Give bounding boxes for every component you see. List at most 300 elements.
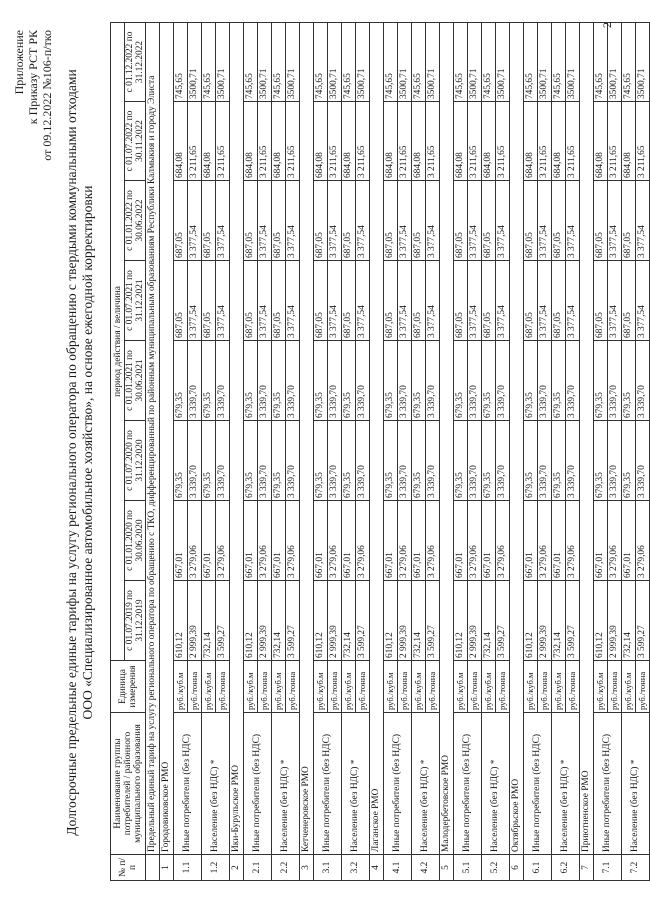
tariff-value: 687,05: [454, 181, 468, 261]
table-row: [594, 22, 608, 880]
tariff-value: 3 279,06: [286, 501, 300, 581]
consumer-group: Иные потребители (без НДС): [524, 713, 552, 855]
tariff-value: 3 279,06: [496, 501, 510, 581]
tariff-value: 3500,71: [468, 22, 482, 101]
period-header: с 01.07.2022 по 30.11.2022: [125, 102, 146, 181]
tariff-value: 3 599,27: [566, 581, 580, 661]
tariff-value: 3 339,70: [188, 421, 202, 501]
tariff-value: 3 377,54: [328, 181, 342, 261]
tariff-value: 3 211,65: [188, 102, 202, 181]
tariff-value: 679,35: [202, 341, 216, 421]
tariff-value: 3 377,54: [356, 181, 370, 261]
tariff-value: 732,14: [272, 581, 286, 661]
district-row: [300, 22, 314, 880]
row-num: 6.2: [552, 855, 580, 881]
tariff-value: 3 599,27: [496, 581, 510, 661]
unit-cell: руб./тонна: [398, 661, 412, 713]
tariff-value: 667,01: [174, 501, 188, 581]
district-name: Лаганское РМО: [370, 22, 384, 854]
tariff-value: 3 339,70: [566, 421, 580, 501]
consumer-group: Иные потребители (без НДС): [454, 713, 482, 855]
tariff-value: 684,08: [244, 102, 258, 181]
tariff-value: 2 999,39: [328, 581, 342, 661]
tariff-value: 3 339,70: [328, 341, 342, 421]
unit-cell: руб./куб.м: [342, 661, 356, 713]
tariff-value: 3 377,54: [538, 261, 552, 341]
tariff-value: 3 279,06: [216, 501, 230, 581]
tariff-value: 679,35: [272, 421, 286, 501]
tariff-value: 679,35: [174, 421, 188, 501]
tariff-value: 679,35: [594, 421, 608, 501]
tariff-value: 3 377,54: [608, 181, 622, 261]
district-num: 1: [160, 855, 174, 881]
table-row: [272, 22, 286, 880]
tariff-value: 684,08: [552, 102, 566, 181]
tariff-value: 687,05: [314, 261, 328, 341]
tariff-value: 3 211,65: [468, 102, 482, 181]
tariff-value: 679,35: [622, 341, 636, 421]
unit-cell: руб./тонна: [496, 661, 510, 713]
tariff-value: 3 339,70: [426, 421, 440, 501]
tariff-value: 3 211,65: [636, 102, 650, 181]
row-num: 1.1: [174, 855, 202, 881]
tariff-value: 3 377,54: [496, 261, 510, 341]
tariff-value: 3 339,70: [636, 421, 650, 501]
tariff-value: 687,05: [174, 181, 188, 261]
row-num: 7.2: [622, 855, 650, 881]
tariff-value: 3 279,06: [188, 501, 202, 581]
district-name: Городовиковское РМО: [160, 22, 174, 854]
tariff-value: 667,01: [622, 501, 636, 581]
tariff-value: 3 377,54: [328, 261, 342, 341]
row-num: 2.2: [272, 855, 300, 881]
tariff-value: 3500,71: [286, 22, 300, 101]
tariff-value: 667,01: [524, 501, 538, 581]
tariff-value: 679,35: [384, 421, 398, 501]
tariff-value: 3 339,70: [608, 421, 622, 501]
tariff-value: 3500,71: [426, 22, 440, 101]
tariff-value: 3 211,65: [286, 102, 300, 181]
tariff-value: 3500,71: [188, 22, 202, 101]
tariff-value: 3 339,70: [538, 421, 552, 501]
tariff-value: 684,08: [524, 102, 538, 181]
tariff-value: 667,01: [454, 501, 468, 581]
unit-cell: руб./куб.м: [594, 661, 608, 713]
period-header: с 01.07.2019 по 31.12.2019: [125, 581, 146, 661]
unit-cell: руб./тонна: [286, 661, 300, 713]
table-row: [482, 22, 496, 880]
tariff-value: 3500,71: [608, 22, 622, 101]
tariff-value: 684,08: [202, 102, 216, 181]
tariff-value: 3 599,27: [286, 581, 300, 661]
unit-cell: руб./куб.м: [412, 661, 426, 713]
tariff-value: 687,05: [482, 261, 496, 341]
tariff-value: 3 377,54: [188, 261, 202, 341]
tariff-value: 3 377,54: [468, 261, 482, 341]
tariff-value: 667,01: [244, 501, 258, 581]
tariff-value: 679,35: [594, 341, 608, 421]
tariff-value: 667,01: [594, 501, 608, 581]
unit-cell: руб./тонна: [636, 661, 650, 713]
tariff-value: 3 279,06: [328, 501, 342, 581]
tariff-value: 732,14: [552, 581, 566, 661]
tariff-value: 745,65: [594, 22, 608, 101]
tariff-value: 2 999,39: [398, 581, 412, 661]
tariff-value: 684,08: [454, 102, 468, 181]
tariff-value: 610,12: [174, 581, 188, 661]
tariff-value: 3 377,54: [398, 261, 412, 341]
tariff-value: 2 999,39: [468, 581, 482, 661]
tariff-value: 3 599,27: [356, 581, 370, 661]
unit-cell: руб./тонна: [356, 661, 370, 713]
tariff-value: 3 377,54: [188, 181, 202, 261]
unit-cell: руб./куб.м: [314, 661, 328, 713]
tariff-value: 3 211,65: [356, 102, 370, 181]
unit-cell: руб./куб.м: [622, 661, 636, 713]
tariff-value: 679,35: [314, 421, 328, 501]
tariff-value: 3 339,70: [566, 341, 580, 421]
tariff-value: 679,35: [524, 341, 538, 421]
district-row: [440, 22, 454, 880]
row-num: 2.1: [244, 855, 272, 881]
tariff-value: 679,35: [454, 421, 468, 501]
unit-cell: руб./куб.м: [174, 661, 188, 713]
tariff-value: 684,08: [594, 102, 608, 181]
tariff-value: 667,01: [412, 501, 426, 581]
row-num: 1.2: [202, 855, 230, 881]
tariff-value: 667,01: [314, 501, 328, 581]
tariff-value: 3 211,65: [538, 102, 552, 181]
tariff-value: 3 279,06: [356, 501, 370, 581]
tariff-value: 610,12: [594, 581, 608, 661]
unit-cell: руб./куб.м: [454, 661, 468, 713]
tariff-value: 684,08: [384, 102, 398, 181]
unit-cell: руб./тонна: [566, 661, 580, 713]
district-num: 3: [300, 855, 314, 881]
tariff-value: 687,05: [342, 261, 356, 341]
section-num-cell: [146, 855, 160, 881]
tariff-value: 3 211,65: [566, 102, 580, 181]
col-period-header: период действия / величина: [111, 22, 125, 660]
tariff-value: 3 339,70: [258, 341, 272, 421]
tariff-value: 3 279,06: [538, 501, 552, 581]
tariff-value: 687,05: [524, 181, 538, 261]
unit-cell: руб./тонна: [328, 661, 342, 713]
document-title: [64, 40, 96, 865]
table-row: [622, 22, 636, 880]
tariff-value: 3 377,54: [566, 181, 580, 261]
tariff-value: 687,05: [552, 261, 566, 341]
consumer-group: Иные потребители (без НДС): [594, 713, 622, 855]
tariff-value: 3 377,54: [356, 261, 370, 341]
tariff-value: 684,08: [174, 102, 188, 181]
table-row: [244, 22, 258, 880]
tariff-value: 667,01: [342, 501, 356, 581]
tariff-value: 687,05: [272, 261, 286, 341]
consumer-group: Население (без НДС) *: [342, 713, 370, 855]
tariff-value: 667,01: [272, 501, 286, 581]
tariff-value: 3 339,70: [496, 421, 510, 501]
tariff-value: 610,12: [384, 581, 398, 661]
table-row: [552, 22, 566, 880]
tariff-value: 732,14: [342, 581, 356, 661]
table-row: [384, 22, 398, 880]
tariff-value: 3 279,06: [468, 501, 482, 581]
row-num: 3.2: [342, 855, 370, 881]
title-line-1: Долгосрочные предельные единые тарифы на услугу регионального оператора по обращению с твердыми коммунальными отходами: [64, 69, 79, 836]
consumer-group: Иные потребители (без НДС): [174, 713, 202, 855]
tariff-value: 3 377,54: [608, 261, 622, 341]
unit-cell: руб./тонна: [608, 661, 622, 713]
tariff-value: 687,05: [552, 181, 566, 261]
tariff-value: 3 339,70: [398, 421, 412, 501]
tariff-value: 667,01: [482, 501, 496, 581]
tariff-value: 679,35: [482, 421, 496, 501]
tariff-value: 745,65: [272, 22, 286, 101]
consumer-group: Иные потребители (без НДС): [314, 713, 342, 855]
table-row: [314, 22, 328, 880]
tariff-value: 3 339,70: [398, 341, 412, 421]
tariff-value: 3500,71: [328, 22, 342, 101]
tariff-value: 3 279,06: [398, 501, 412, 581]
district-name: Ики-Бурульское РМО: [230, 22, 244, 854]
tariff-value: 687,05: [384, 181, 398, 261]
tariff-value: 610,12: [454, 581, 468, 661]
period-header: с 01.01.2022 по 30.06.2022: [125, 181, 146, 261]
tariff-value: 3 211,65: [608, 102, 622, 181]
unit-cell: руб./куб.м: [202, 661, 216, 713]
tariff-value: 745,65: [622, 22, 636, 101]
tariff-value: 679,35: [272, 341, 286, 421]
district-name: Кетченеровское РМО: [300, 22, 314, 854]
district-name: Октябрьское РМО: [510, 22, 524, 854]
tariff-value: 687,05: [384, 261, 398, 341]
district-row: [580, 22, 594, 880]
district-num: 5: [440, 855, 454, 881]
tariff-value: 3 339,70: [468, 341, 482, 421]
row-num: 5.2: [482, 855, 510, 881]
tariff-value: 687,05: [202, 261, 216, 341]
tariff-value: 684,08: [622, 102, 636, 181]
tariff-value: 745,65: [342, 22, 356, 101]
tariff-value: 679,35: [622, 421, 636, 501]
tariff-value: 687,05: [454, 261, 468, 341]
table-row: [454, 22, 468, 880]
tariff-value: 3 339,70: [636, 341, 650, 421]
tariff-value: 3500,71: [258, 22, 272, 101]
tariff-value: 3 211,65: [426, 102, 440, 181]
tariff-value: 3 279,06: [566, 501, 580, 581]
col-num-header: № п/п: [111, 855, 146, 881]
tariff-value: 745,65: [174, 22, 188, 101]
tariff-value: 745,65: [384, 22, 398, 101]
unit-cell: руб./тонна: [468, 661, 482, 713]
tariff-value: 3 339,70: [538, 341, 552, 421]
district-num: 7: [580, 855, 594, 881]
consumer-group: Население (без НДС) *: [202, 713, 230, 855]
unit-cell: руб./куб.м: [272, 661, 286, 713]
tariff-value: 687,05: [202, 181, 216, 261]
tariff-value: 3 339,70: [286, 421, 300, 501]
unit-cell: руб./тонна: [188, 661, 202, 713]
consumer-group: Население (без НДС) *: [412, 713, 440, 855]
tariff-value: 684,08: [314, 102, 328, 181]
col-name-header: Наименование группы потребителей / районного муниципального образования: [111, 713, 146, 855]
tariff-value: 684,08: [342, 102, 356, 181]
col-unit-header: Единица измерения: [111, 661, 146, 713]
tariff-value: 3 339,70: [216, 421, 230, 501]
table-header-row: [111, 22, 125, 880]
tariff-value: 745,65: [552, 22, 566, 101]
table-row: [412, 22, 426, 880]
tariff-value: 3 599,27: [636, 581, 650, 661]
tariff-value: 3 339,70: [258, 421, 272, 501]
tariff-value: 610,12: [314, 581, 328, 661]
tariff-value: 667,01: [202, 501, 216, 581]
tariff-value: 745,65: [412, 22, 426, 101]
tariff-value: 3 377,54: [636, 261, 650, 341]
tariff-value: 687,05: [314, 181, 328, 261]
tariff-value: 3 599,27: [426, 581, 440, 661]
tariff-value: 610,12: [524, 581, 538, 661]
row-num: 6.1: [524, 855, 552, 881]
tariff-value: 679,35: [552, 421, 566, 501]
tariff-value: 3 377,54: [426, 181, 440, 261]
tariff-value: 687,05: [622, 261, 636, 341]
row-num: 7.1: [594, 855, 622, 881]
tariff-value: 687,05: [412, 261, 426, 341]
tariff-value: 3 339,70: [426, 341, 440, 421]
tariff-value: 3 377,54: [258, 181, 272, 261]
appendix-header: [12, 30, 54, 161]
tariff-value: 2 999,39: [538, 581, 552, 661]
tariff-value: 667,01: [384, 501, 398, 581]
district-num: 4: [370, 855, 384, 881]
tariff-value: 745,65: [454, 22, 468, 101]
district-row: [160, 22, 174, 880]
tariff-value: 3 339,70: [468, 421, 482, 501]
tariff-value: 3 279,06: [426, 501, 440, 581]
consumer-group: Население (без НДС) *: [482, 713, 510, 855]
tariff-value: 3 377,54: [426, 261, 440, 341]
tariff-value: 3 377,54: [216, 261, 230, 341]
tariff-value: 679,35: [244, 421, 258, 501]
tariff-value: 3 377,54: [538, 181, 552, 261]
unit-cell: руб./куб.м: [524, 661, 538, 713]
tariff-value: 3 339,70: [356, 341, 370, 421]
tariff-value: 3 377,54: [258, 261, 272, 341]
tariff-value: 684,08: [412, 102, 426, 181]
unit-cell: руб./тонна: [538, 661, 552, 713]
unit-cell: руб./тонна: [426, 661, 440, 713]
tariff-value: 687,05: [412, 181, 426, 261]
district-row: [510, 22, 524, 880]
tariff-table: [110, 22, 650, 881]
tariff-value: 687,05: [244, 181, 258, 261]
tariff-value: 3 339,70: [608, 341, 622, 421]
tariff-value: 3500,71: [566, 22, 580, 101]
tariff-value: 3 377,54: [398, 181, 412, 261]
title-line-2: ООО «Специализированное автомобильное хозяйство», на основе ежегодной корректировки: [80, 185, 95, 720]
period-header: с 01.01.2021 по 30.06.2021: [125, 341, 146, 421]
tariff-value: 687,05: [174, 261, 188, 341]
tariff-value: 3 211,65: [216, 102, 230, 181]
tariff-value: 687,05: [482, 181, 496, 261]
appendix-label: Приложение: [12, 30, 26, 95]
tariff-value: 3 599,27: [216, 581, 230, 661]
row-num: 3.1: [314, 855, 342, 881]
unit-cell: руб./куб.м: [244, 661, 258, 713]
tariff-value: 3500,71: [356, 22, 370, 101]
tariff-value: 745,65: [244, 22, 258, 101]
order-reference: к Приказу РСТ РК: [26, 30, 40, 125]
tariff-value: 687,05: [594, 181, 608, 261]
period-header: с 01.07.2021 по 31.12.2021: [125, 261, 146, 341]
period-header: с 01.01.2020 по 30.06.2020: [125, 501, 146, 581]
tariff-value: 732,14: [622, 581, 636, 661]
tariff-value: 3500,71: [398, 22, 412, 101]
tariff-value: 687,05: [622, 181, 636, 261]
section-title-row: [146, 22, 160, 880]
tariff-value: 679,35: [244, 341, 258, 421]
tariff-value: 3 377,54: [566, 261, 580, 341]
tariff-value: 732,14: [412, 581, 426, 661]
tariff-value: 3 377,54: [286, 261, 300, 341]
tariff-value: 684,08: [482, 102, 496, 181]
tariff-value: 745,65: [524, 22, 538, 101]
table-row: [174, 22, 188, 880]
period-header: с 01.12.2022 по 31.12.2022: [125, 22, 146, 101]
district-num: 2: [230, 855, 244, 881]
tariff-value: 679,35: [314, 341, 328, 421]
tariff-value: 610,12: [244, 581, 258, 661]
table-row: [524, 22, 538, 880]
tariff-value: 3 211,65: [258, 102, 272, 181]
tariff-value: 3 211,65: [328, 102, 342, 181]
tariff-value: 3500,71: [496, 22, 510, 101]
tariff-value: 679,35: [174, 341, 188, 421]
tariff-value: 745,65: [202, 22, 216, 101]
tariff-value: 3 377,54: [286, 181, 300, 261]
tariff-value: 687,05: [244, 261, 258, 341]
tariff-value: 2 999,39: [608, 581, 622, 661]
tariff-value: 679,35: [454, 341, 468, 421]
unit-cell: руб./тонна: [258, 661, 272, 713]
unit-cell: руб./куб.м: [482, 661, 496, 713]
tariff-value: 679,35: [342, 341, 356, 421]
tariff-value: 3 211,65: [496, 102, 510, 181]
district-name: Малодербетовское РМО: [440, 22, 454, 854]
tariff-value: 679,35: [524, 421, 538, 501]
tariff-value: 679,35: [412, 421, 426, 501]
tariff-value: 3 339,70: [356, 421, 370, 501]
tariff-value: 3 377,54: [636, 181, 650, 261]
tariff-value: 679,35: [384, 341, 398, 421]
tariff-value: 3 279,06: [636, 501, 650, 581]
tariff-value: 3 339,70: [286, 341, 300, 421]
tariff-value: 679,35: [482, 341, 496, 421]
consumer-group: Иные потребители (без НДС): [244, 713, 272, 855]
tariff-value: 687,05: [524, 261, 538, 341]
tariff-value: 667,01: [552, 501, 566, 581]
table-row: [342, 22, 356, 880]
unit-cell: руб./тонна: [216, 661, 230, 713]
district-row: [370, 22, 384, 880]
tariff-value: 679,35: [552, 341, 566, 421]
table-row: [202, 22, 216, 880]
district-name: Приютненское РМО: [580, 22, 594, 854]
consumer-group: Население (без НДС) *: [552, 713, 580, 855]
